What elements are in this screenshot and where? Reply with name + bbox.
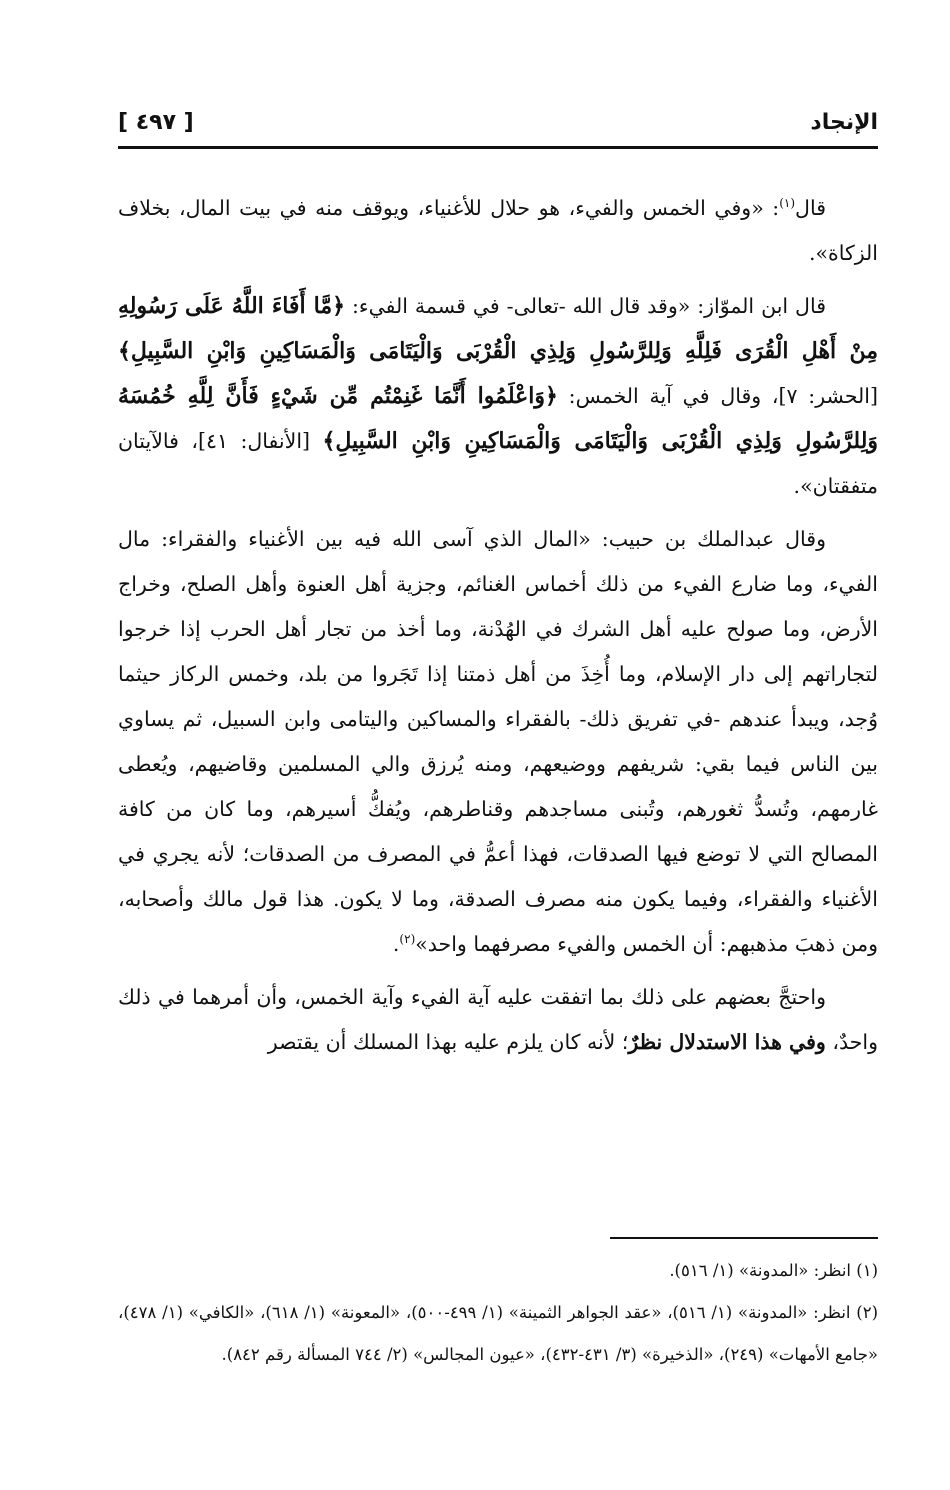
p2-end: [الأنفال: ٤١]، فالآيتان متفقتان». <box>118 429 878 498</box>
p1-text-rest: : «وفي الخمس والفيء، هو حلال للأغنياء، ويوقف منه في بيت المال، بخلاف الزكاة». <box>118 196 878 265</box>
p4-text-rest: ؛ لأنه كان يلزم عليه بهذا المسلك أن يقتصر <box>267 1030 629 1054</box>
footnote-2: (٢) انظر: «المدونة» (١/ ٥١٦)، «عقد الجواهر الثمينة» (١/ ٤٩٩-٥٠٠)، «المعونة» (١/ ٦١٨)، «الكافي» (١/ ٤٧٨)، «جامع الأمهات» (٢٤٩)، «الذخيرة» (٣/ ٤٣١-٤٣٢)، «عيون المجالس» (٢/ ٧٤٤ المسألة رقم ٨٤٢). <box>118 1303 879 1364</box>
paragraph-4 <box>118 975 878 1065</box>
main-text <box>118 186 878 1073</box>
paragraph-2 <box>118 284 878 509</box>
footnotes <box>118 1250 878 1376</box>
p4-text-start: واحتجَّ بعضهم على ذلك بما اتفقت عليه آية الفيء وآية الخمس، وأن أمرهما في ذلك واحدٌ، <box>118 985 878 1054</box>
header-rule <box>118 146 878 149</box>
p3-text: وقال عبدالملك بن حبيب: «المال الذي آسى الله فيه بين الأغنياء والفقراء: مال الفيء، وما ضارع الفيء من ذلك أخماس الغنائم، وجزية أهل العنوة وأهل الصلح، وخراج الأرض، وما صولح عليه أهل الشرك في الهُدْنة، وما أخذ من تجار أهل الحرب إذا خرجوا لتجاراتهم إلى دار الإسلام، وما أُخِذَ من أهل ذمتنا إذا تَجَروا من بلد، وخمس الركاز حيثما وُجد، ويبدأ عندهم -في تفريق ذلك- بالفقراء والمساكين واليتامى وابن السبيل، ثم يساوي بين الناس فيما بقي: شريفهم ووضيعهم، ومنه يُرزق والي المسلمين وقاضيهم، ويُعطى غارمهم، وتُسدُّ ثغورهم، وتُبنى مساجدهم وقناطرهم، ويُفكُّ أسيرهم، وما كان من كافة المصالح التي لا توضع فيها الصدقات، فهذا أعمُّ في المصرف من الصدقات؛ لأنه يجري في الأغنياء والفقراء، وفيما يكون منه مصرف الصدقة، وما لا يكون. هذا قول مالك وأصحابه، ومن ذهبَ مذهبهم: أن الخمس والفيء مصرفهما واحد» <box>118 527 878 956</box>
p1-text-start: قال <box>795 196 826 220</box>
quran-verse-hashr: ﴿مَّا أَفَاءَ اللَّهُ عَلَى رَسُولِهِ مِنْ أَهْلِ الْقُرَى فَلِلَّهِ وَلِلرَّسُولِ وَلِذِي الْقُرْبَى وَالْيَتَامَى وَالْمَسَاكِينِ وَابْنِ السَّبِيلِ﴾ <box>118 293 878 364</box>
page-number: [ ٤٩٧ ] <box>118 109 194 135</box>
footnote-rule <box>610 1237 878 1239</box>
paragraph-1 <box>118 186 878 276</box>
p2-intro: قال ابن الموّاز: «وقد قال الله -تعالى- في قسمة الفيء: <box>345 294 826 318</box>
running-title: الإنجاد <box>810 109 878 135</box>
p4-bold-remark: وفي هذا الاستدلال نظرٌ <box>628 1030 826 1054</box>
footnote-1: (١) انظر: «المدونة» (١/ ٥١٦). <box>669 1261 878 1280</box>
paragraph-3 <box>118 517 878 967</box>
p3-end: . <box>392 932 400 956</box>
footnote-ref-1: (١) <box>779 196 796 211</box>
footnote-ref-2: (٢) <box>399 932 416 947</box>
quran-verse-anfal: ﴿وَاعْلَمُوا أَنَّمَا غَنِمْتُم مِّن شَيْءٍ فَأَنَّ لِلَّهِ خُمُسَهُ وَلِلرَّسُولِ وَلِذِي الْقُرْبَى وَالْيَتَامَى وَالْمَسَاكِينِ وَابْنِ السَّبِيلِ﴾ <box>118 383 879 454</box>
p2-middle: [الحشر: ٧]، وقال في آية الخمس: <box>557 384 878 408</box>
page-header <box>118 102 878 142</box>
